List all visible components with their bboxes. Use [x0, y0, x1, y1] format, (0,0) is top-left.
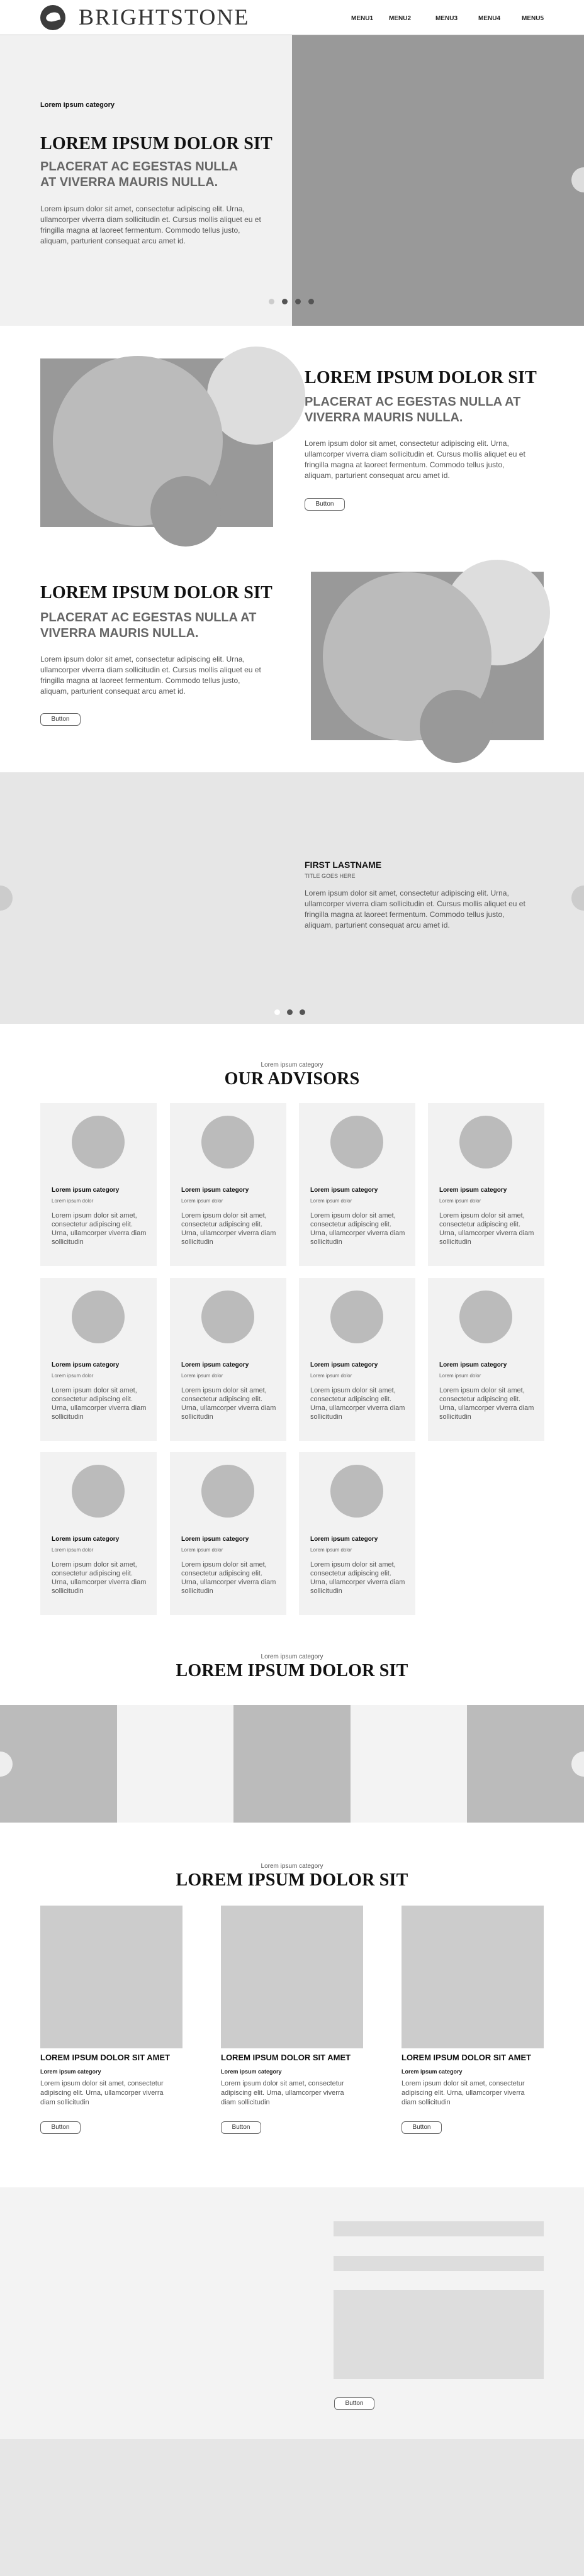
gallery-eyebrow: Lorem ipsum category	[261, 1653, 323, 1660]
product-image[interactable]	[40, 1906, 182, 2048]
advisor-subtitle: Lorem ipsum dolor	[181, 1198, 223, 1204]
advisor-avatar	[330, 1116, 383, 1169]
products-title: LOREM IPSUM DOLOR SIT	[176, 1870, 408, 1890]
advisor-subtitle: Lorem ipsum dolor	[310, 1198, 352, 1204]
product-image[interactable]	[402, 1906, 544, 2048]
nav-menu4[interactable]: MENU4	[478, 15, 501, 22]
product-button[interactable]: Button	[402, 2121, 442, 2134]
gallery-tile[interactable]	[351, 1705, 468, 1823]
feature2-button[interactable]: Button	[40, 713, 81, 726]
gallery-tile[interactable]	[233, 1705, 351, 1823]
testimonial-body: Lorem ipsum dolor sit amet, consectetur adipiscing elit. Urna, ullamcorper viverra diam sollicitudin et. Cursus mollis aliquet eu et fringilla magna at laoreet fermentum. Commodo tellus justo, aliquam, parturient consequat arcu amet id.	[305, 889, 525, 930]
nav-menu3[interactable]: MENU3	[435, 15, 458, 22]
form-field-name[interactable]	[334, 2221, 544, 2236]
advisor-category: Lorem ipsum category	[310, 1187, 378, 1194]
advisor-subtitle: Lorem ipsum dolor	[52, 1198, 94, 1204]
brand-name[interactable]: BRIGHTSTONE	[79, 4, 250, 30]
advisor-category: Lorem ipsum category	[181, 1187, 249, 1194]
advisor-subtitle: Lorem ipsum dolor	[439, 1373, 481, 1379]
advisor-category: Lorem ipsum category	[181, 1536, 249, 1543]
feature1-circle-small	[150, 476, 221, 547]
nav-menu2[interactable]: MENU2	[389, 15, 412, 22]
advisor-subtitle: Lorem ipsum dolor	[52, 1373, 94, 1379]
footer	[0, 2439, 584, 2576]
product-title: LOREM IPSUM DOLOR SIT AMET	[40, 2053, 171, 2062]
testimonial-pagination-dot[interactable]	[287, 1009, 293, 1015]
site-header	[0, 0, 584, 35]
hero-pagination-dot[interactable]	[282, 299, 288, 304]
gallery-title: LOREM IPSUM DOLOR SIT	[176, 1661, 408, 1680]
advisor-card[interactable]	[170, 1103, 286, 1266]
hero-pagination-dot[interactable]	[308, 299, 314, 304]
advisor-avatar	[330, 1465, 383, 1518]
advisor-card[interactable]	[40, 1452, 157, 1615]
advisor-card[interactable]	[299, 1103, 415, 1266]
product-button[interactable]: Button	[221, 2121, 261, 2134]
advisor-avatar	[201, 1465, 254, 1518]
advisor-subtitle: Lorem ipsum dolor	[181, 1547, 223, 1553]
advisor-card[interactable]	[428, 1103, 544, 1266]
advisor-card[interactable]	[40, 1278, 157, 1441]
feature1-button[interactable]: Button	[305, 498, 345, 511]
advisor-subtitle: Lorem ipsum dolor	[310, 1547, 352, 1553]
products-eyebrow: Lorem ipsum category	[261, 1863, 323, 1870]
nav-menu5[interactable]: MENU5	[522, 15, 544, 22]
product-image[interactable]	[221, 1906, 363, 2048]
advisor-text: Lorem ipsum dolor sit amet, consectetur adipiscing elit. Urna, ullamcorper viverra diam sollicitudin	[439, 1212, 534, 1246]
advisor-avatar	[201, 1116, 254, 1169]
product-button[interactable]: Button	[40, 2121, 81, 2134]
advisor-subtitle: Lorem ipsum dolor	[310, 1373, 352, 1379]
advisor-card[interactable]	[299, 1452, 415, 1615]
advisor-text: Lorem ipsum dolor sit amet, consectetur adipiscing elit. Urna, ullamcorper viverra diam sollicitudin	[439, 1387, 534, 1421]
product-category: Lorem ipsum category	[40, 2068, 101, 2075]
feature1-title: LOREM IPSUM DOLOR SIT	[305, 368, 537, 387]
advisor-text: Lorem ipsum dolor sit amet, consectetur adipiscing elit. Urna, ullamcorper viverra diam sollicitudin	[52, 1387, 147, 1421]
advisor-category: Lorem ipsum category	[310, 1536, 378, 1543]
advisor-avatar	[330, 1291, 383, 1343]
advisor-avatar	[72, 1465, 125, 1518]
gallery-tile[interactable]	[117, 1705, 234, 1823]
hero-image	[292, 35, 584, 326]
advisor-text: Lorem ipsum dolor sit amet, consectetur adipiscing elit. Urna, ullamcorper viverra diam sollicitudin	[181, 1212, 276, 1246]
advisor-category: Lorem ipsum category	[439, 1187, 507, 1194]
advisor-avatar	[459, 1116, 512, 1169]
form-submit-button[interactable]: Button	[334, 2397, 374, 2410]
product-category: Lorem ipsum category	[221, 2068, 282, 2075]
hero-subtitle: PLACERAT AC EGESTAS NULLA AT VIVERRA MAURIS NULLA.	[40, 160, 238, 189]
advisor-subtitle: Lorem ipsum dolor	[439, 1198, 481, 1204]
brand-logo-icon[interactable]	[40, 5, 65, 30]
advisors-title: OUR ADVISORS	[224, 1069, 360, 1089]
advisor-text: Lorem ipsum dolor sit amet, consectetur adipiscing elit. Urna, ullamcorper viverra diam sollicitudin	[310, 1561, 405, 1595]
advisor-category: Lorem ipsum category	[52, 1362, 120, 1368]
feature2-circle-small	[420, 690, 493, 763]
hero-title: LOREM IPSUM DOLOR SIT	[40, 134, 273, 153]
hero-category: Lorem ipsum category	[40, 101, 115, 109]
advisor-card[interactable]	[40, 1103, 157, 1266]
product-text: Lorem ipsum dolor sit amet, consectetur adipiscing elit. Urna, ullamcorper viverra diam sollicitudin	[221, 2080, 344, 2106]
advisor-subtitle: Lorem ipsum dolor	[181, 1373, 223, 1379]
advisor-text: Lorem ipsum dolor sit amet, consectetur adipiscing elit. Urna, ullamcorper viverra diam sollicitudin	[52, 1561, 147, 1595]
product-text: Lorem ipsum dolor sit amet, consectetur adipiscing elit. Urna, ullamcorper viverra diam sollicitudin	[402, 2080, 525, 2106]
advisor-avatar	[72, 1291, 125, 1343]
advisor-card[interactable]	[428, 1278, 544, 1441]
gallery-tile[interactable]	[0, 1705, 117, 1823]
advisor-avatar	[459, 1291, 512, 1343]
hero-body: Lorem ipsum dolor sit amet, consectetur adipiscing elit. Urna, ullamcorper viverra diam sollicitudin et. Cursus mollis aliquet eu et fringilla magna at laoreet fermentum. Commodo tellus justo, aliquam, parturient consequat arcu amet id.	[40, 204, 261, 245]
testimonial-pagination-dot[interactable]	[300, 1009, 305, 1015]
advisors-eyebrow: Lorem ipsum category	[261, 1062, 323, 1069]
product-text: Lorem ipsum dolor sit amet, consectetur adipiscing elit. Urna, ullamcorper viverra diam sollicitudin	[40, 2080, 164, 2106]
feature2-title: LOREM IPSUM DOLOR SIT	[40, 583, 273, 602]
advisor-text: Lorem ipsum dolor sit amet, consectetur adipiscing elit. Urna, ullamcorper viverra diam sollicitudin	[310, 1387, 405, 1421]
form-field-email[interactable]	[334, 2256, 544, 2271]
hero-pagination-dot[interactable]	[295, 299, 301, 304]
feature2-body: Lorem ipsum dolor sit amet, consectetur adipiscing elit. Urna, ullamcorper viverra diam sollicitudin et. Cursus mollis aliquet eu et fringilla magna at laoreet fermentum. Commodo tellus justo, aliquam, parturient consequat arcu amet id.	[40, 655, 261, 696]
testimonial-pagination-dot[interactable]	[274, 1009, 280, 1015]
advisor-category: Lorem ipsum category	[52, 1187, 120, 1194]
feature2-subtitle: PLACERAT AC EGESTAS NULLA AT VIVERRA MAURIS NULLA.	[40, 611, 257, 640]
advisor-card[interactable]	[170, 1452, 286, 1615]
advisor-text: Lorem ipsum dolor sit amet, consectetur adipiscing elit. Urna, ullamcorper viverra diam sollicitudin	[310, 1212, 405, 1246]
advisor-subtitle: Lorem ipsum dolor	[52, 1547, 94, 1553]
advisor-category: Lorem ipsum category	[439, 1362, 507, 1368]
advisor-category: Lorem ipsum category	[310, 1362, 378, 1368]
advisor-text: Lorem ipsum dolor sit amet, consectetur adipiscing elit. Urna, ullamcorper viverra diam sollicitudin	[52, 1212, 147, 1246]
nav-menu1[interactable]: MENU1	[351, 15, 374, 22]
feature1-subtitle: PLACERAT AC EGESTAS NULLA AT VIVERRA MAURIS NULLA.	[305, 395, 521, 425]
advisor-avatar	[201, 1291, 254, 1343]
advisor-card[interactable]	[170, 1278, 286, 1441]
testimonial-name: FIRST LASTNAME	[305, 860, 382, 870]
feature1-body: Lorem ipsum dolor sit amet, consectetur adipiscing elit. Urna, ullamcorper viverra diam sollicitudin et. Cursus mollis aliquet eu et fringilla magna at laoreet fermentum. Commodo tellus justo, aliquam, parturient consequat arcu amet id.	[305, 439, 525, 480]
product-title: LOREM IPSUM DOLOR SIT AMET	[402, 2053, 532, 2062]
product-title: LOREM IPSUM DOLOR SIT AMET	[221, 2053, 351, 2062]
gallery-tile[interactable]	[467, 1705, 584, 1823]
advisor-text: Lorem ipsum dolor sit amet, consectetur adipiscing elit. Urna, ullamcorper viverra diam sollicitudin	[181, 1387, 276, 1421]
advisor-avatar	[72, 1116, 125, 1169]
advisor-category: Lorem ipsum category	[181, 1362, 249, 1368]
hero-pagination-dot[interactable]	[269, 299, 274, 304]
form-field-message[interactable]	[334, 2290, 544, 2379]
advisor-card[interactable]	[299, 1278, 415, 1441]
testimonial-role: TITLE GOES HERE	[305, 873, 356, 879]
advisor-category: Lorem ipsum category	[52, 1536, 120, 1543]
advisor-text: Lorem ipsum dolor sit amet, consectetur adipiscing elit. Urna, ullamcorper viverra diam sollicitudin	[181, 1561, 276, 1595]
product-category: Lorem ipsum category	[402, 2068, 463, 2075]
